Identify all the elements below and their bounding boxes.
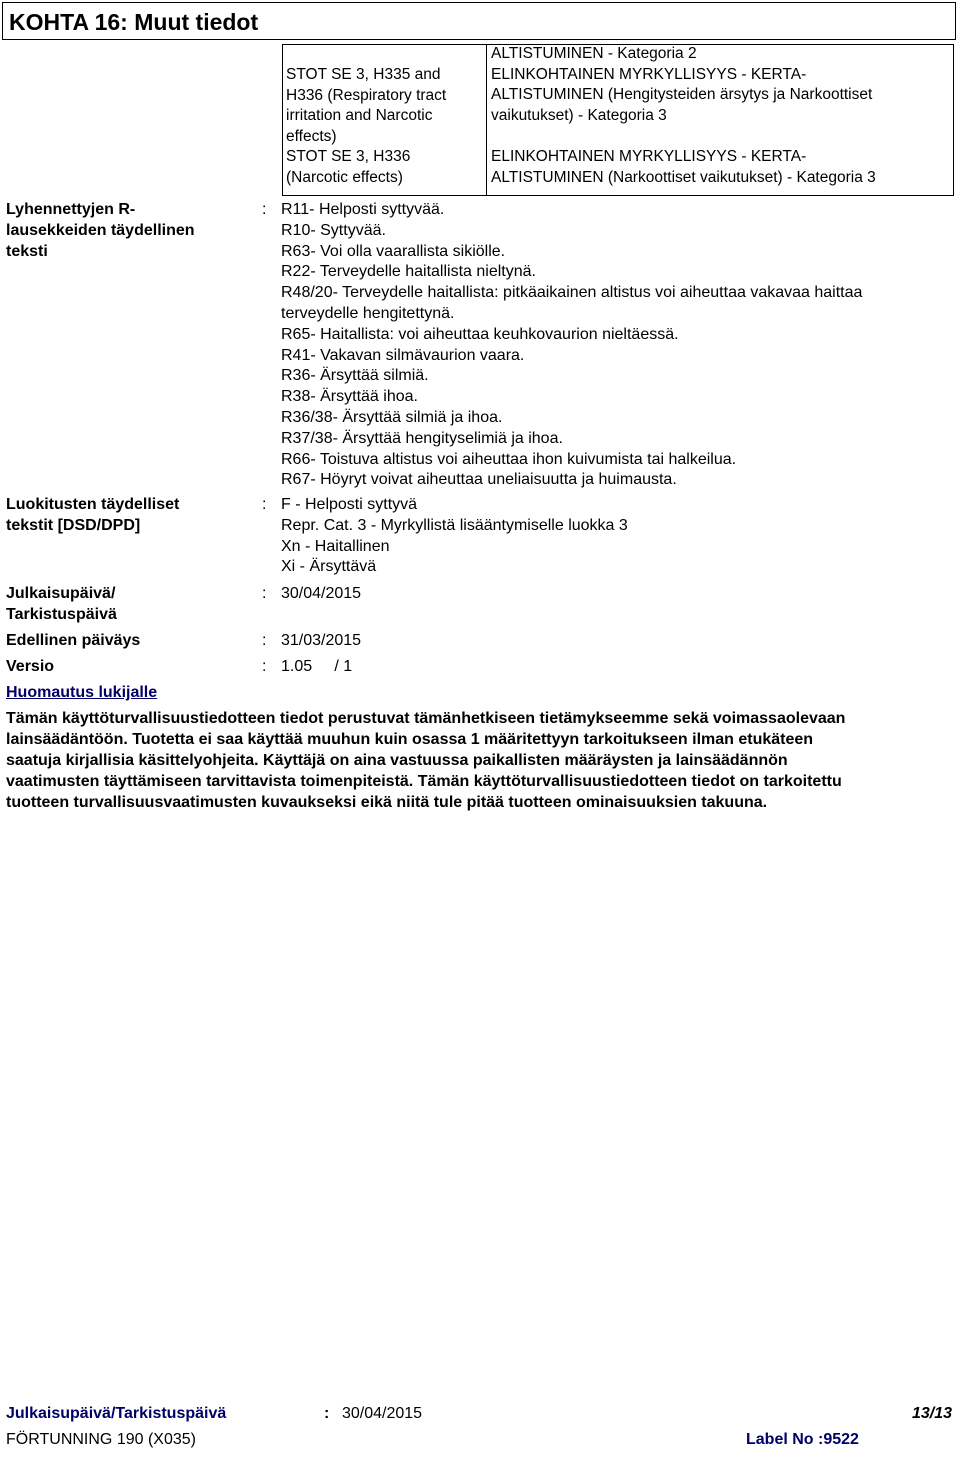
list-item: F - Helposti syttyvä <box>281 496 418 513</box>
list-item: Xn - Haitallinen <box>281 537 390 555</box>
list-item: Xi - Ärsyttävä <box>281 558 377 576</box>
list-item: R36- Ärsyttää silmiä. <box>281 367 429 385</box>
reader-note-text: Tämän käyttöturvallisuustiedotteen tiedot perustuvat tämänhetkiseen tietämykseemme sekä voimassaolevaan lainsäädäntöön. Tuotetta ei saa käyttää muuhun kuin osassa 1 määritettyyn tarkoitukseen ilman etukäteen saatuja kirjallisia käsittelyohjeita. Käyttäjä on aina vastuussa paikallisten määräysten ja lainsäädännön vaatimusten täyttämiseen tarvittavista toimenpiteistä. Tämän käyttöturvallisuustiedotteen tiedot on tarkoitettu tuotteen turvallisuusvaatimusten kuvaukseksi eikä niitä tule pitää tuotteen ominaisuuksien takuuna. <box>6 710 846 811</box>
classification-texts-colon: : <box>262 496 267 513</box>
label-number: Label No :9522 <box>746 1431 859 1448</box>
table-right-line: ALTISTUMINEN (Narkoottiset vaikutukset) - Kategoria 3 <box>491 168 876 186</box>
publication-date-label: Julkaisupäivä/ Tarkistuspäivä <box>6 585 117 623</box>
footer-date-value: 30/04/2015 <box>342 1405 423 1422</box>
list-item: R11- Helposti syttyvää. <box>281 201 445 218</box>
list-item: R63- Voi olla vaarallista sikiölle. <box>281 242 506 260</box>
reader-note-label: Huomautus lukijalle <box>6 684 158 701</box>
r-phrases-colon: : <box>262 201 267 218</box>
list-item: R10- Syttyvää. <box>281 221 386 239</box>
r-phrases-list <box>281 200 951 491</box>
footer-date-row <box>6 1405 952 1427</box>
list-item: R38- Ärsyttää ihoa. <box>281 388 418 406</box>
version-value: 1.05 / 1 <box>281 658 353 675</box>
list-item: Repr. Cat. 3 - Myrkyllistä lisääntymiselle luokka 3 <box>281 516 628 534</box>
list-item: R67- Höyryt voivat aiheuttaa uneliaisuutta ja huimausta. <box>281 471 677 489</box>
table-left-line: STOT SE 3, H335 and <box>286 66 441 83</box>
version-label: Versio <box>6 658 55 675</box>
table-right-line: ALTISTUMINEN (Hengitysteiden ärsytys ja Narkoottiset <box>491 86 873 104</box>
table-left-line: STOT SE 3, H336 <box>286 148 411 166</box>
footer-product-row <box>6 1431 952 1453</box>
classification-texts-label: Luokitusten täydelliset tekstit [DSD/DPD] <box>6 496 180 534</box>
list-item: terveydelle hengitettynä. <box>281 304 455 322</box>
table-right-line: ELINKOHTAINEN MYRKYLLISYYS - KERTA- <box>491 147 807 165</box>
list-item: R66- Toistuva altistus voi aiheuttaa ihon kuivumista tai halkeilua. <box>281 450 737 468</box>
classification-table-left-cell <box>282 44 486 196</box>
table-right-line: vaikutukset) - Kategoria 3 <box>491 106 667 124</box>
page-number: 13/13 <box>911 1405 952 1422</box>
previous-date-colon: : <box>262 632 267 649</box>
table-right-line: ALTISTUMINEN - Kategoria 2 <box>491 45 697 62</box>
publication-date-colon: : <box>262 585 267 602</box>
classification-table-right-cell <box>486 44 954 196</box>
section-title: KOHTA 16: Muut tiedot <box>2 2 956 40</box>
table-left-line: (Narcotic effects) <box>286 168 403 186</box>
list-item: R65- Haitallista: voi aiheuttaa keuhkovaurion nieltäessä. <box>281 325 679 343</box>
table-right-line: ELINKOHTAINEN MYRKYLLISYYS - KERTA- <box>491 65 807 83</box>
footer-date-colon: : <box>324 1405 330 1422</box>
previous-date-label: Edellinen päiväys <box>6 632 141 649</box>
list-item: R48/20- Terveydelle haitallista: pitkäaikainen altistus voi aiheuttaa vakavaa haittaa <box>281 284 863 302</box>
classification-texts-list <box>281 495 951 578</box>
table-left-line: effects) <box>286 127 337 145</box>
r-phrases-label: Lyhennettyjen R- lausekkeiden täydellinen teksti <box>6 201 195 260</box>
previous-date-value: 31/03/2015 <box>281 632 362 649</box>
version-colon: : <box>262 658 267 675</box>
list-item: R41- Vakavan silmävaurion vaara. <box>281 346 525 364</box>
table-left-line: irritation and Narcotic <box>286 107 433 125</box>
table-right-line <box>491 126 953 147</box>
list-item: R22- Terveydelle haitallista nieltynä. <box>281 263 536 281</box>
list-item: R36/38- Ärsyttää silmiä ja ihoa. <box>281 408 503 426</box>
product-name: FÖRTUNNING 190 (X035) <box>6 1431 196 1448</box>
publication-date-value: 30/04/2015 <box>281 585 362 602</box>
footer-date-label: Julkaisupäivä/Tarkistuspäivä <box>6 1405 227 1422</box>
table-left-line: H336 (Respiratory tract <box>286 86 447 104</box>
list-item: R37/38- Ärsyttää hengityselimiä ja ihoa. <box>281 429 563 447</box>
